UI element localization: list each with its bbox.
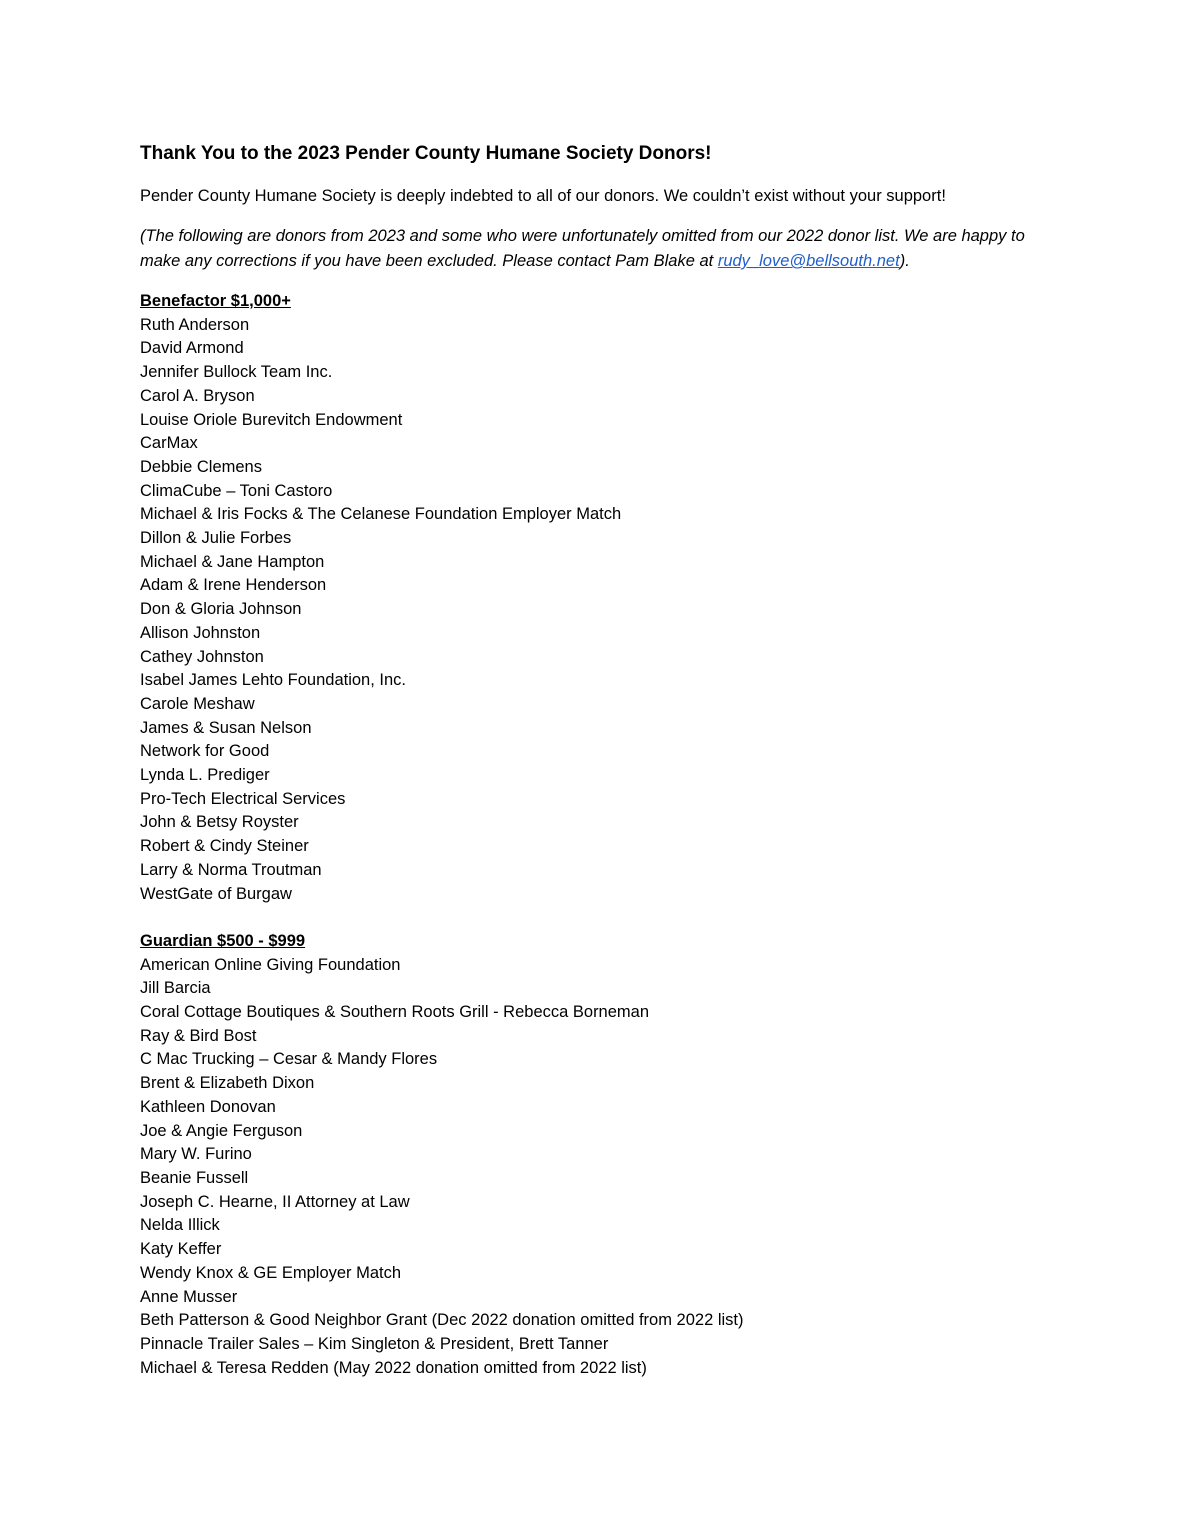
donor-name: Coral Cottage Boutiques & Southern Roots Grill - Rebecca Borneman — [140, 1003, 650, 1022]
donor-name: Pro-Tech Electrical Services — [140, 789, 346, 808]
donor-name: Cathey Johnston — [140, 647, 264, 666]
donor-list — [140, 314, 1060, 907]
donor-sections — [140, 290, 1060, 1380]
donor-name: Dillon & Julie Forbes — [140, 529, 292, 548]
donor-name: Isabel James Lehto Foundation, Inc. — [140, 671, 406, 690]
donor-name: Joseph C. Hearne, II Attorney at Law — [140, 1192, 410, 1211]
donor-section — [140, 906, 1060, 1380]
note-paragraph — [140, 224, 1060, 274]
intro-paragraph: Pender County Humane Society is deeply indebted to all of our donors. We couldn’t exist without your support! — [140, 187, 946, 205]
donor-name: Mary W. Furino — [140, 1145, 252, 1164]
donor-section — [140, 290, 1060, 906]
donor-name: Joe & Angie Ferguson — [140, 1121, 303, 1140]
donor-name: WestGate of Burgaw — [140, 884, 292, 903]
donor-name: Carole Meshaw — [140, 694, 255, 713]
donor-name: Michael & Iris Focks & The Celanese Foundation Employer Match — [140, 505, 622, 524]
donor-name: Don & Gloria Johnson — [140, 600, 302, 619]
donor-name: Kathleen Donovan — [140, 1097, 276, 1116]
donor-list — [140, 954, 1060, 1381]
section-heading: Benefactor $1,000+ — [140, 292, 291, 310]
donor-name: Beth Patterson & Good Neighbor Grant (Dec 2022 donation omitted from 2022 list) — [140, 1311, 744, 1330]
donor-name: CarMax — [140, 434, 198, 453]
donor-name: Ruth Anderson — [140, 315, 250, 334]
page-title: Thank You to the 2023 Pender County Humane Society Donors! — [140, 143, 712, 164]
note-text-end: ). — [899, 252, 910, 270]
donor-name: Michael & Jane Hampton — [140, 552, 325, 571]
donor-name: Network for Good — [140, 742, 270, 761]
donor-name: Louise Oriole Burevitch Endowment — [140, 410, 403, 429]
donor-name: Katy Keffer — [140, 1240, 222, 1259]
donor-name: Brent & Elizabeth Dixon — [140, 1074, 315, 1093]
donor-name: James & Susan Nelson — [140, 718, 312, 737]
donor-name: Ray & Bird Bost — [140, 1026, 257, 1045]
document-page — [140, 140, 1060, 1380]
donor-name: Anne Musser — [140, 1287, 238, 1306]
donor-name: American Online Giving Foundation — [140, 955, 401, 974]
donor-name: Debbie Clemens — [140, 457, 262, 476]
donor-name: David Armond — [140, 339, 244, 358]
section-heading: Guardian $500 - $999 — [140, 931, 306, 950]
donor-name: Jennifer Bullock Team Inc. — [140, 363, 333, 382]
donor-name: ClimaCube – Toni Castoro — [140, 481, 333, 500]
donor-name: Adam & Irene Henderson — [140, 576, 327, 595]
donor-name: John & Betsy Royster — [140, 813, 299, 832]
donor-name: Wendy Knox & GE Employer Match — [140, 1263, 402, 1282]
note-text: (The following are donors from 2023 and some who were unfortunately omitted from our 2022 donor list. We are happy to make any corrections if you have been excluded. Please contact Pam Blake at — [140, 227, 1025, 270]
donor-name: Robert & Cindy Steiner — [140, 837, 309, 856]
donor-name: Carol A. Bryson — [140, 386, 255, 405]
donor-name: Nelda Illick — [140, 1216, 220, 1235]
donor-name: Pinnacle Trailer Sales – Kim Singleton & President, Brett Tanner — [140, 1334, 609, 1353]
donor-name: C Mac Trucking – Cesar & Mandy Flores — [140, 1050, 438, 1069]
donor-name: Larry & Norma Troutman — [140, 860, 322, 879]
donor-name: Beanie Fussell — [140, 1169, 249, 1187]
donor-name: Jill Barcia — [140, 979, 211, 998]
section-spacer — [140, 906, 1060, 930]
donor-name: Lynda L. Prediger — [140, 766, 270, 785]
donor-name: Michael & Teresa Redden (May 2022 donation omitted from 2022 list) — [140, 1358, 647, 1377]
donor-name: Allison Johnston — [140, 623, 261, 642]
contact-email-link[interactable]: rudy_love@bellsouth.net — [717, 252, 900, 270]
